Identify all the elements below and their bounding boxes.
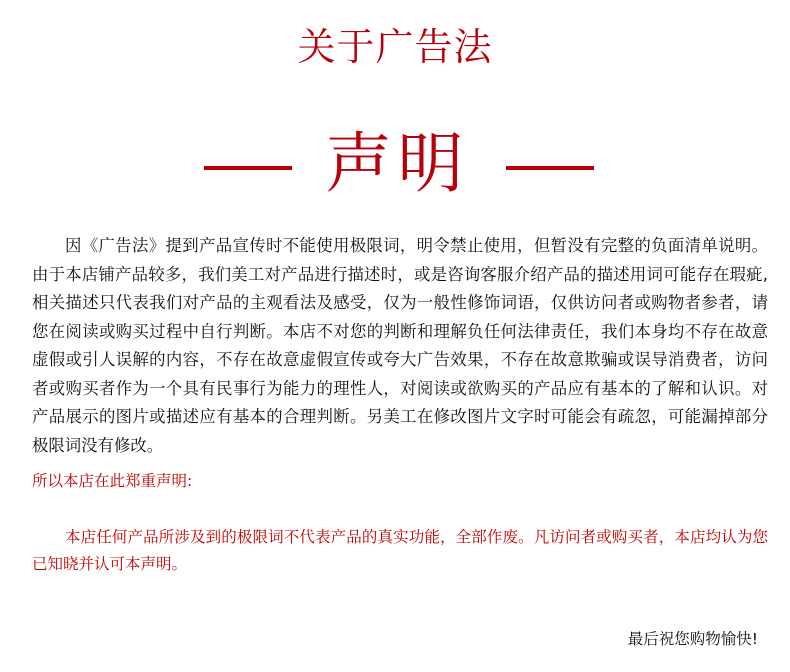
statement-heading [0, 122, 790, 206]
declaration-heading: 所以本店在此郑重声明: [32, 472, 193, 490]
heading-dash-left [204, 166, 292, 170]
page-title: 关于广告法 [297, 25, 493, 69]
statement-heading-text: 声明 [325, 125, 470, 202]
closing-line: 最后祝您购物愉快! [627, 630, 758, 648]
declaration-paragraph: 本店任何产品所涉及到的极限词不代表产品的真实功能，全部作废。凡访问者或购买者，本店均认为您已知晓并认可本声明。 [32, 528, 768, 573]
heading-dash-right [506, 166, 594, 170]
body-paragraph: 因《广告法》提到产品宣传时不能使用极限词，明令禁止使用，但暂没有完整的负面清单说明。由于本店铺产品较多，我们美工对产品进行描述时，或是咨询客服介绍产品的描述用词可能存在瑕疵,相关描述只代表我们对产品的主观看法及感受，仅为一般性修饰词语，仅供访问者或购物者参者，请您在阅读或购买过程中自行判断。本店不对您的判断和理解负任何法律责任，我们本身均不存在故意虚假或引人误解的内容，不存在故意虚假宣传或夸大广告效果，不存在故意欺骗或误导消费者，访问者或购买者作为一个具有民事行为能力的理性人，对阅读或欲购买的产品应有基本的了解和认识。对产品展示的图片或描述应有基本的合理判断。另美工在修改图片文字时可能会有疏忽，可能漏掉部分极限词没有修改。 [32, 236, 768, 455]
